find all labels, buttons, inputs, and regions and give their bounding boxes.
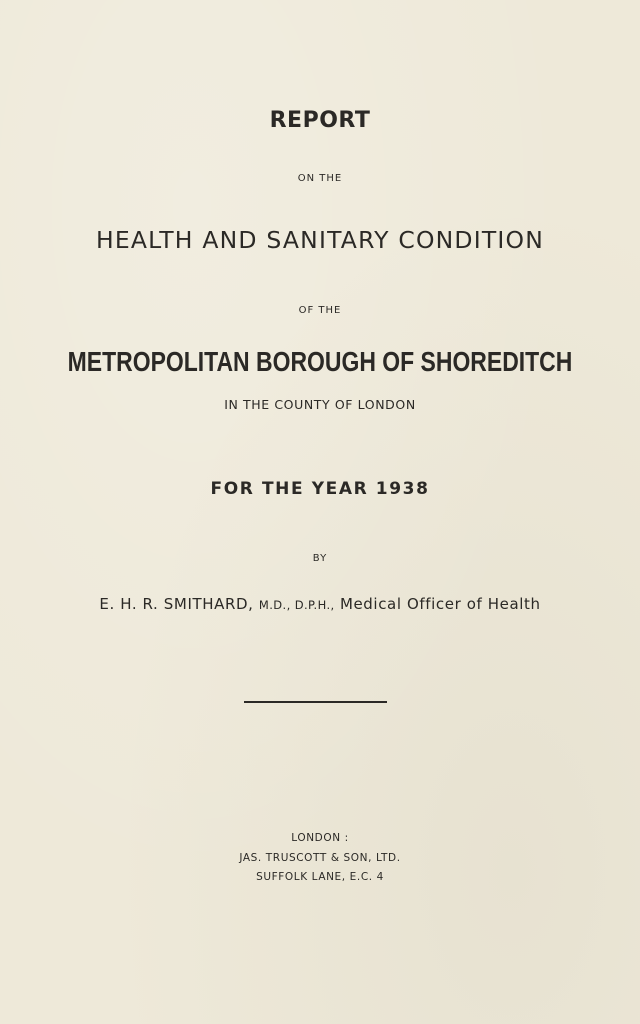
publisher-city: LONDON :	[291, 832, 349, 844]
year-heading: FOR THE YEAR 1938	[210, 479, 430, 499]
divider-rule	[244, 701, 387, 703]
author-degrees: M.D., D.P.H.,	[258, 598, 335, 612]
of-the-text: OF THE	[298, 305, 342, 316]
publisher-name: JAS. TRUSCOTT & SON, LTD.	[239, 852, 401, 864]
by-text: BY	[312, 553, 328, 564]
on-the-text: ON THE	[297, 173, 343, 184]
subject-heading: HEALTH AND SANITARY CONDITION	[95, 226, 545, 254]
author-name: E. H. R. SMITHARD,	[99, 595, 254, 613]
author-role: Medical Officer of Health	[339, 595, 541, 613]
publisher-address: SUFFOLK LANE, E.C. 4	[256, 871, 384, 883]
borough-heading: METROPOLITAN BOROUGH OF SHOREDITCH	[67, 346, 573, 377]
county-text: IN THE COUNTY OF LONDON	[224, 397, 416, 412]
author-line	[0, 595, 640, 613]
report-heading: REPORT	[269, 108, 371, 133]
